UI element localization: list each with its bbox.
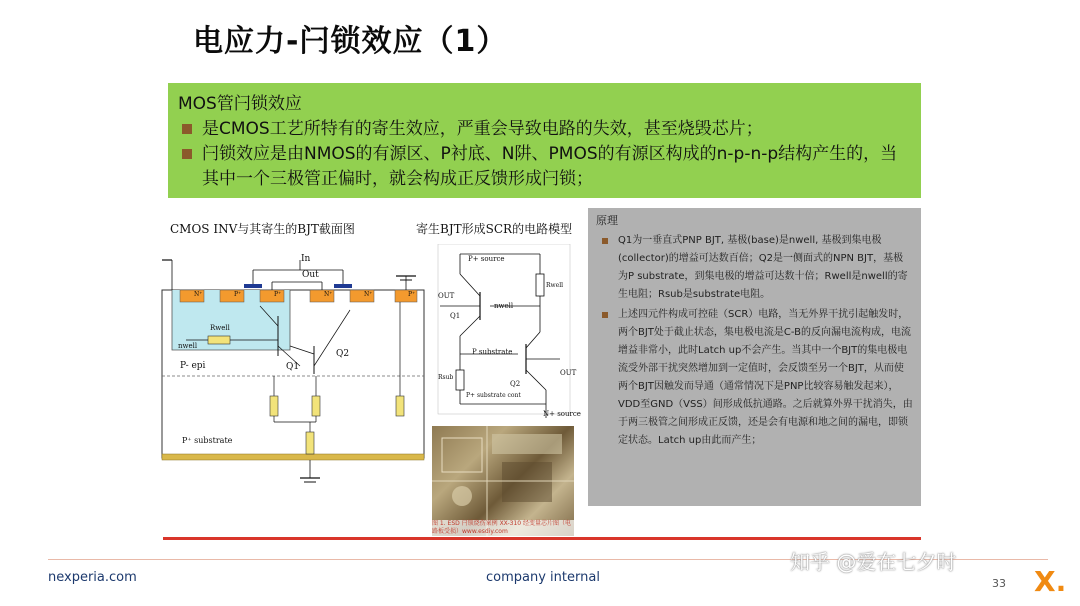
label-n-plus: N⁺ <box>194 291 203 298</box>
label-n-plus: N⁺ <box>364 291 373 298</box>
principle-bullet: Q1为一垂直式PNP BJT, 基极(base)是nwell, 基极到集电极(collector)的增益可达数百倍；Q2是一侧面式的NPN BJT，基极为P substrate，到集电极的增益可达数十倍；Rwell是nwell的寄生电阻；Rsub是substrate电阻。 <box>596 232 913 304</box>
slide-title: 电应力-闩锁效应（1） <box>193 24 508 59</box>
principle-box <box>588 208 921 506</box>
summary-box <box>168 83 921 198</box>
label-out: Out <box>302 270 319 280</box>
footer-website: nexperia.com <box>48 570 137 585</box>
label-scr-substrate-cont: P+ substrate cont <box>466 392 521 399</box>
label-p-plus: P⁺ <box>408 291 416 298</box>
label-scr-q2: Q2 <box>510 380 521 388</box>
accent-line <box>163 537 921 540</box>
watermark: 知乎 @爱在七夕时 <box>790 550 957 574</box>
label-p-plus: P⁺ <box>274 291 282 298</box>
label-n-plus: N⁺ <box>324 291 333 298</box>
chip-photo <box>432 426 574 536</box>
diagram-area <box>150 208 580 540</box>
label-q1: Q1 <box>286 362 300 372</box>
label-scr-rwell: Rwell <box>546 282 564 289</box>
chip-photo-caption: 图 1. ESD 闩锁烧伤案例 XX-310 经变量芯片图（电路板受损）www.esdiy.com <box>432 520 574 536</box>
label-scr-q1: Q1 <box>450 312 461 320</box>
page-number: 33 <box>992 577 1006 590</box>
summary-heading: MOS管闩锁效应 <box>178 94 302 114</box>
principle-bullet: 上述四元件构成可控硅（SCR）电路，当无外界干扰引起触发时，两个BJT处于截止状态，集电极电流是C-B的反向漏电流构成，电流增益非常小，此时Latch up不会产生。当其中一个BJT的集电极电流受外部干扰突然增加到一定值时，会反馈至另一个BJT，从而使两个BJT因触发而导通（通常情况下是PNP比较容易触发起来），VDD至GND（VSS）间形成低抗通路。之后就算外界干扰消失，由于两三极管之间形成正反馈，还是会有电源和地之间的漏电，即锁定状态。Latch up由此而产生； <box>596 306 913 450</box>
label-q2: Q2 <box>336 349 350 359</box>
label-nwell: nwell <box>178 342 198 350</box>
label-scr-out: OUT <box>438 292 455 300</box>
footer-classification: company internal <box>486 570 600 585</box>
principle-heading: 原理 <box>596 214 618 227</box>
summary-bullet: 是CMOS工艺所特有的寄生效应，严重会导致电路的失效，甚至烧毁芯片； <box>178 117 911 142</box>
label-in: In <box>301 254 311 264</box>
summary-bullet: 闩锁效应是由NMOS的有源区、P衬底、N阱、PMOS的有源区构成的n-p-n-p结构产生的，当其中一个三极管正偏时，就会构成正反馈形成闩锁； <box>178 142 911 192</box>
label-p-plus: P⁺ <box>234 291 242 298</box>
label-scr-n-source: N+ source <box>543 410 581 418</box>
label-p-epi: P- epi <box>180 361 206 371</box>
cross-section-diagram <box>150 246 430 506</box>
label-scr-rsub: Rsub <box>438 374 454 381</box>
cross-section-caption: CMOS INV与其寄生的BJT截面图 <box>170 222 355 236</box>
label-p-source: P+ source <box>468 255 505 263</box>
label-rwell: Rwell <box>210 324 230 332</box>
label-scr-nwell: nwell <box>494 302 514 310</box>
scr-model-diagram <box>430 244 580 429</box>
label-p-substrate: P⁺ substrate <box>182 436 233 445</box>
scr-model-caption: 寄生BJT形成SCR的电路模型 <box>416 222 573 236</box>
label-scr-out-right: OUT <box>560 369 577 377</box>
label-scr-p-substrate: P substrate <box>472 348 513 356</box>
nexperia-logo: X. <box>1034 565 1067 598</box>
